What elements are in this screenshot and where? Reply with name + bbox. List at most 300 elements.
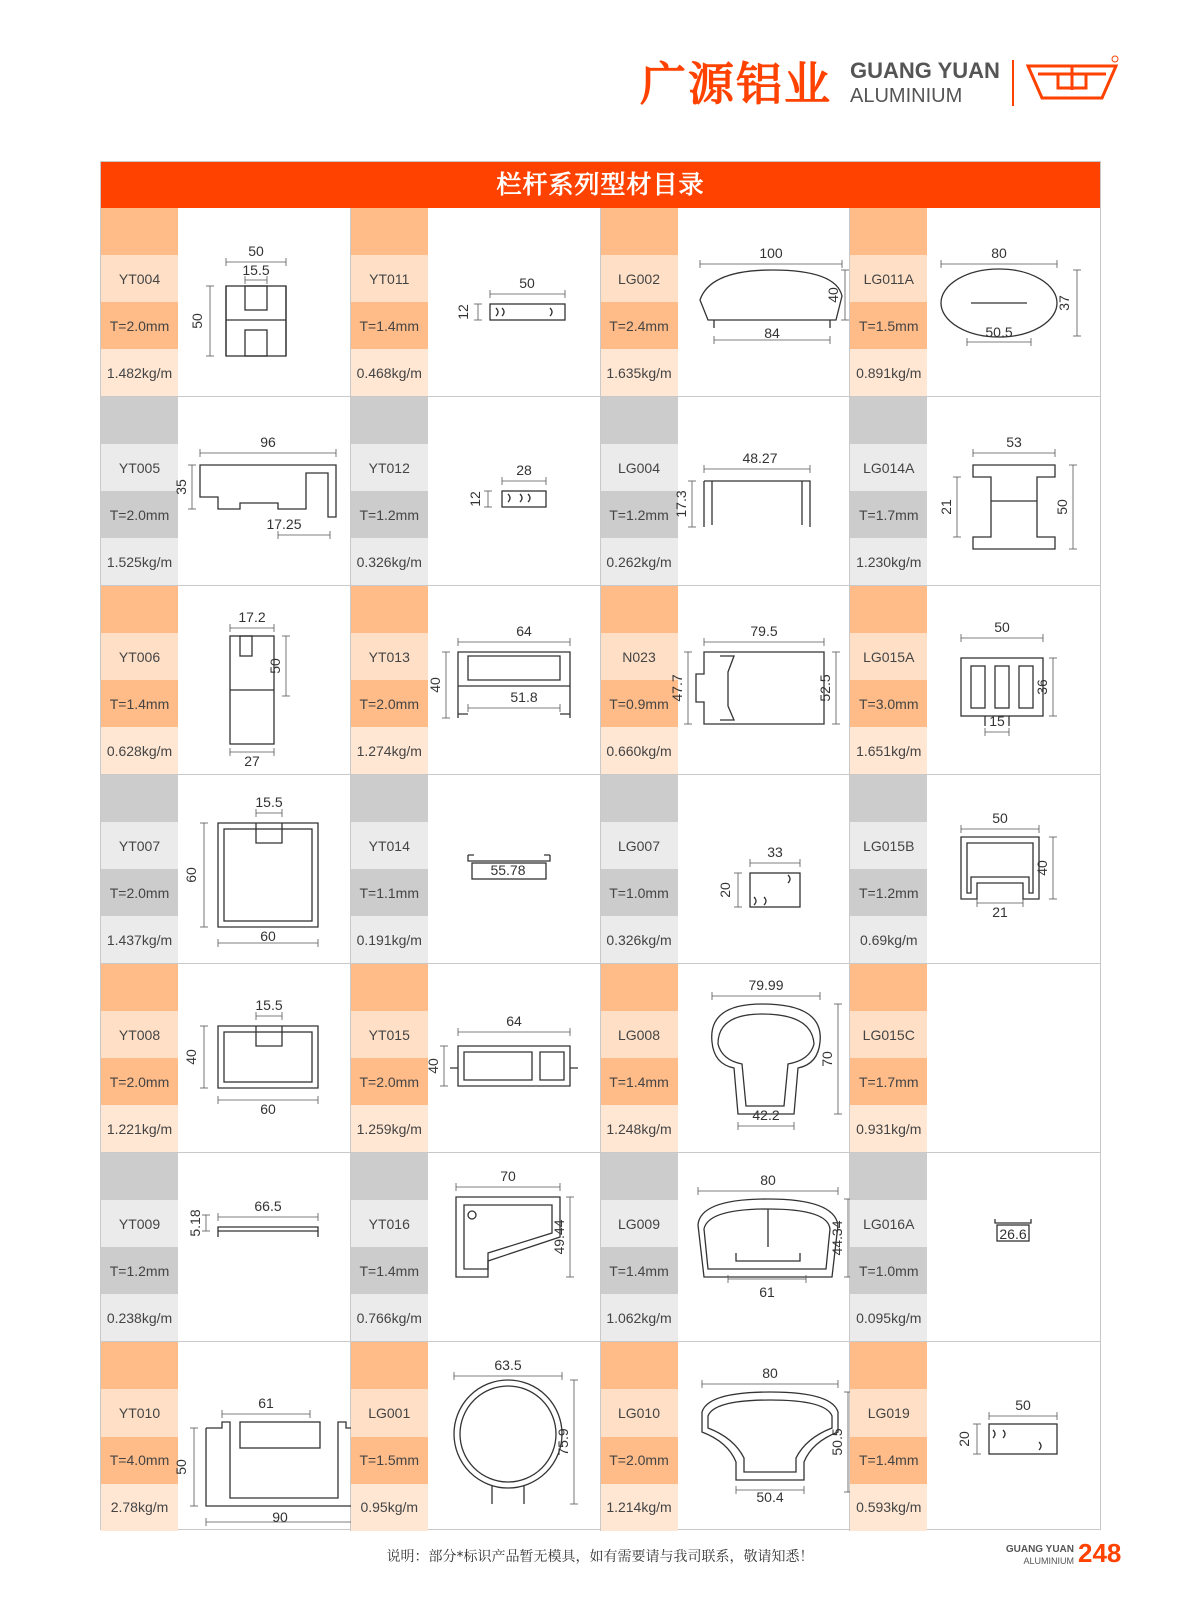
profile-section-drawing	[428, 397, 600, 586]
profile-weight: 2.78kg/m	[101, 1484, 178, 1531]
profile-info	[601, 1153, 678, 1341]
profile-weight: 1.259kg/m	[351, 1105, 428, 1152]
profile-thickness: T=2.0mm	[101, 302, 178, 349]
profile-weight: 0.931kg/m	[850, 1105, 927, 1152]
profile-weight: 1.230kg/m	[850, 538, 927, 585]
profile-code: LG016A	[850, 1200, 927, 1247]
profile-weight: 0.891kg/m	[850, 349, 927, 396]
profile-info	[850, 1153, 927, 1341]
profile-card	[850, 586, 1100, 775]
profile-card	[601, 586, 851, 775]
profile-code: YT006	[101, 633, 178, 680]
profile-drawing	[173, 1342, 350, 1531]
profile-thickness: T=1.2mm	[101, 1247, 178, 1294]
profile-drawing	[678, 775, 850, 963]
profile-weight: 0.326kg/m	[601, 916, 678, 963]
profile-section-drawing	[678, 1153, 850, 1342]
profile-info-spacer	[601, 964, 678, 1011]
dimension-label: 21	[992, 904, 1009, 920]
dimension-label: 50	[1015, 1397, 1032, 1413]
profile-info-spacer	[601, 586, 678, 633]
dimension-label: 80	[761, 1365, 778, 1381]
profile-code: YT011	[351, 255, 428, 302]
dimension-label: 70	[499, 1168, 516, 1184]
profile-info-spacer	[101, 1153, 178, 1200]
profile-info-spacer	[101, 1342, 178, 1389]
profile-drawing	[178, 586, 350, 774]
profile-section-drawing	[678, 964, 850, 1153]
dimension-label: 50	[248, 243, 264, 259]
profile-info	[850, 208, 927, 396]
profile-thickness: T=1.5mm	[850, 302, 927, 349]
dimension-label: 50.5	[828, 1428, 845, 1456]
dimension-label: 64	[505, 1013, 522, 1029]
profile-weight: 1.214kg/m	[601, 1484, 678, 1531]
profile-section-drawing	[428, 586, 600, 775]
profile-weight: 0.95kg/m	[351, 1484, 428, 1531]
profile-card	[351, 1342, 601, 1531]
profile-weight: 0.326kg/m	[351, 538, 428, 585]
profile-thickness: T=3.0mm	[850, 680, 927, 727]
profile-thickness: T=1.0mm	[601, 869, 678, 916]
profile-drawing	[678, 1342, 850, 1531]
profile-info-spacer	[101, 775, 178, 822]
dimension-label: 51.8	[510, 689, 538, 705]
profile-section-drawing	[173, 397, 350, 586]
profile-card	[351, 775, 601, 964]
profile-info-spacer	[351, 397, 428, 444]
profile-code: LG009	[601, 1200, 678, 1247]
profile-info	[101, 1342, 178, 1531]
profile-weight: 0.69kg/m	[850, 916, 927, 963]
profile-drawing	[678, 964, 850, 1152]
dimension-label: 80	[759, 1172, 776, 1188]
dimension-label: 55.78	[490, 862, 526, 878]
profile-weight: 0.095kg/m	[850, 1294, 927, 1341]
profile-code: YT010	[101, 1389, 178, 1436]
profile-drawing	[672, 397, 850, 585]
profile-info	[850, 586, 927, 774]
dimension-label: 5.18	[187, 1209, 203, 1237]
dimension-label: 50.4	[755, 1489, 784, 1505]
profile-thickness: T=1.4mm	[101, 680, 178, 727]
profile-thickness: T=1.4mm	[601, 1247, 678, 1294]
dimension-label: 47.7	[668, 674, 685, 702]
profile-section-drawing	[428, 1342, 600, 1531]
profile-card	[351, 397, 601, 586]
catalog-title: 栏杆系列型材目录	[101, 162, 1100, 208]
profile-drawing	[927, 964, 1100, 1152]
dimension-label: 15	[989, 713, 1006, 729]
brand-name-en-sub: ALUMINIUM	[850, 85, 963, 107]
profile-card	[101, 964, 351, 1153]
profile-code: LG015A	[850, 633, 927, 680]
profile-card	[601, 1153, 851, 1342]
profile-code: YT014	[351, 822, 428, 869]
profile-thickness: T=2.0mm	[351, 1058, 428, 1105]
footer-note: 说明：部分*标识产品暂无模具，如有需要请与我司联系，敬请知悉！	[386, 1549, 814, 1565]
profile-card	[351, 586, 601, 775]
profile-weight: 1.437kg/m	[101, 916, 178, 963]
profile-thickness: T=1.0mm	[850, 1247, 927, 1294]
profile-info	[101, 586, 178, 774]
profile-info-spacer	[351, 1342, 428, 1389]
brand-divider	[1012, 60, 1014, 106]
profile-info-spacer	[601, 397, 678, 444]
profile-drawing	[178, 775, 350, 963]
profile-section-drawing	[927, 775, 1099, 964]
profile-card	[101, 1153, 351, 1342]
profile-weight: 1.248kg/m	[601, 1105, 678, 1152]
dimension-label: 42.2	[751, 1107, 780, 1123]
profile-card	[101, 208, 351, 397]
footer-brand	[1000, 1544, 1074, 1567]
profile-weight: 0.593kg/m	[850, 1484, 927, 1531]
profile-info	[101, 1153, 178, 1341]
profile-drawing	[927, 586, 1100, 774]
dimension-label: 40	[824, 287, 841, 303]
dimension-label: 61	[258, 1395, 274, 1411]
profile-code: LG004	[601, 444, 678, 491]
profile-thickness: T=1.4mm	[601, 1058, 678, 1105]
profile-section-drawing	[428, 1153, 600, 1342]
profile-info	[850, 964, 927, 1152]
profile-section-drawing	[178, 586, 350, 775]
profile-drawing	[927, 1342, 1100, 1531]
dimension-label: 50.5	[985, 324, 1013, 340]
dimension-label: 79.99	[747, 977, 784, 993]
dimension-label: 40	[426, 677, 443, 693]
profile-info	[351, 775, 428, 963]
dimension-label: 50	[189, 313, 205, 329]
profile-card	[351, 208, 601, 397]
profile-weight: 1.525kg/m	[101, 538, 178, 585]
profile-info-spacer	[850, 1342, 927, 1389]
profile-weight: 1.635kg/m	[601, 349, 678, 396]
profile-card	[850, 1153, 1100, 1342]
dimension-label: 40	[1034, 860, 1051, 876]
guangyuan-logo-icon	[1024, 54, 1120, 110]
profile-section-drawing	[178, 775, 350, 964]
profile-info-spacer	[850, 397, 927, 444]
profile-info-spacer	[601, 1342, 678, 1389]
profile-info	[601, 1342, 678, 1531]
profile-card	[601, 775, 851, 964]
profile-weight: 0.468kg/m	[351, 349, 428, 396]
profile-thickness: T=2.0mm	[101, 869, 178, 916]
dimension-label: 48.27	[741, 450, 778, 466]
brand-name-cn: 广源铝业	[640, 57, 832, 111]
profile-code: YT005	[101, 444, 178, 491]
profile-thickness: T=1.7mm	[850, 1058, 927, 1105]
dimension-label: 60	[260, 928, 276, 944]
profile-drawing	[428, 1153, 600, 1341]
profile-info	[101, 397, 178, 585]
dimension-label: 17.25	[266, 516, 302, 532]
profile-drawing	[678, 208, 850, 396]
dimension-label: 60	[183, 867, 199, 883]
dimension-label: 75.9	[554, 1428, 571, 1456]
profile-card	[101, 397, 351, 586]
profile-info-spacer	[850, 586, 927, 633]
profile-code: YT009	[101, 1200, 178, 1247]
profile-drawing	[428, 208, 600, 396]
profile-code: LG015C	[850, 1011, 927, 1058]
profile-code: YT013	[351, 633, 428, 680]
profile-info	[101, 775, 178, 963]
dimension-label: 90	[272, 1509, 288, 1525]
dimension-label: 52.5	[816, 674, 833, 702]
profile-drawing	[678, 1153, 850, 1341]
profile-card	[850, 964, 1100, 1153]
profile-card	[601, 964, 851, 1153]
profile-card	[850, 1342, 1100, 1531]
profile-info-spacer	[101, 964, 178, 1011]
footer-brand-line1: GUANG YUAN	[1005, 1544, 1074, 1555]
profile-info	[351, 586, 428, 774]
profile-weight: 1.221kg/m	[101, 1105, 178, 1152]
profile-drawing	[428, 1342, 600, 1531]
profile-code: LG008	[601, 1011, 678, 1058]
profile-info-spacer	[850, 775, 927, 822]
profile-weight: 1.274kg/m	[351, 727, 428, 774]
profile-thickness: T=1.5mm	[351, 1437, 428, 1484]
profile-section-drawing	[678, 1342, 850, 1531]
dimension-label: 63.5	[494, 1357, 522, 1373]
profile-code: LG019	[850, 1389, 927, 1436]
profile-card	[850, 208, 1100, 397]
profile-code: LG001	[351, 1389, 428, 1436]
profile-drawing	[668, 586, 850, 774]
profile-weight: 0.262kg/m	[601, 538, 678, 585]
profile-info-spacer	[101, 586, 178, 633]
profile-info	[601, 586, 678, 774]
dimension-label: 50	[992, 810, 1009, 826]
profile-info	[601, 397, 678, 585]
profile-info-spacer	[351, 1153, 428, 1200]
profile-section-drawing	[678, 208, 850, 397]
profile-thickness: T=1.4mm	[850, 1437, 927, 1484]
profile-drawing	[173, 397, 350, 585]
profile-card	[101, 1342, 351, 1531]
profile-card	[351, 964, 601, 1153]
dimension-label: 26.6	[999, 1226, 1027, 1242]
dimension-label: 61	[758, 1284, 775, 1300]
profile-info-spacer	[351, 208, 428, 255]
profile-drawing	[927, 775, 1100, 963]
profile-info	[351, 964, 428, 1152]
profile-info	[601, 775, 678, 963]
dimension-label: 66.5	[254, 1198, 282, 1214]
profile-code: LG014A	[850, 444, 927, 491]
profile-card	[601, 208, 851, 397]
dimension-label: 15.5	[255, 794, 283, 810]
dimension-label: 15.5	[242, 262, 270, 278]
profile-weight: 1.651kg/m	[850, 727, 927, 774]
profile-info-spacer	[601, 208, 678, 255]
profile-code: N023	[601, 633, 678, 680]
profile-section-drawing	[173, 1342, 350, 1531]
profile-info	[850, 1342, 927, 1531]
profile-thickness: T=1.4mm	[351, 1247, 428, 1294]
profile-card	[101, 586, 351, 775]
profile-weight: 0.766kg/m	[351, 1294, 428, 1341]
dimension-label: 50	[267, 658, 283, 674]
profile-weight: 0.191kg/m	[351, 916, 428, 963]
profile-info	[850, 397, 927, 585]
profile-info	[351, 208, 428, 396]
profile-card	[850, 775, 1100, 964]
dimension-label: 50	[518, 275, 535, 291]
footer-brand-line2: ALUMINIUM	[1023, 1556, 1074, 1566]
dimension-label: 37	[1056, 295, 1073, 311]
profile-info-spacer	[351, 964, 428, 1011]
profile-section-drawing	[428, 775, 600, 964]
profile-code: LG015B	[850, 822, 927, 869]
profile-weight: 1.062kg/m	[601, 1294, 678, 1341]
profile-drawing	[178, 1153, 350, 1341]
profile-section-drawing	[424, 964, 600, 1153]
profile-drawing	[178, 964, 350, 1152]
profile-drawing	[424, 964, 600, 1152]
dimension-label: 50	[173, 1459, 189, 1475]
profile-catalog	[100, 161, 1101, 1530]
profile-section-drawing	[927, 208, 1099, 397]
profile-card	[850, 397, 1100, 586]
profile-thickness: T=2.0mm	[101, 491, 178, 538]
profile-thickness: T=2.4mm	[601, 302, 678, 349]
profile-drawing	[428, 397, 600, 585]
dimension-label: 84	[763, 325, 780, 341]
profile-weight: 0.660kg/m	[601, 727, 678, 774]
profile-code: YT016	[351, 1200, 428, 1247]
profile-drawing	[927, 397, 1100, 585]
dimension-label: 53	[1006, 434, 1023, 450]
dimension-label: 40	[183, 1049, 199, 1065]
dimension-label: 50	[1054, 499, 1071, 515]
profile-info	[601, 208, 678, 396]
profile-drawing	[927, 1153, 1100, 1341]
profile-thickness: T=1.7mm	[850, 491, 927, 538]
profile-info	[351, 1342, 428, 1531]
profile-thickness: T=1.2mm	[351, 491, 428, 538]
profile-weight: 1.482kg/m	[101, 349, 178, 396]
profile-section-drawing	[927, 586, 1099, 775]
dimension-label: 50	[994, 619, 1011, 635]
dimension-label: 100	[758, 245, 783, 261]
profile-weight: 0.628kg/m	[101, 727, 178, 774]
profile-code: YT007	[101, 822, 178, 869]
dimension-label: 27	[244, 753, 260, 769]
profile-info-spacer	[101, 208, 178, 255]
dimension-label: 28	[515, 462, 532, 478]
profile-info-spacer	[351, 775, 428, 822]
brand-name-en: GUANG YUAN	[850, 58, 1000, 83]
profile-code: YT015	[351, 1011, 428, 1058]
profile-section-drawing	[927, 964, 1099, 1153]
profile-weight: 0.238kg/m	[101, 1294, 178, 1341]
profile-section-drawing	[178, 208, 350, 397]
profile-thickness: T=4.0mm	[101, 1437, 178, 1484]
profile-section-drawing	[178, 964, 350, 1153]
dimension-label: 60	[260, 1101, 276, 1117]
dimension-label: 44.34	[828, 1220, 845, 1256]
dimension-label: 21	[938, 499, 955, 515]
profile-section-drawing	[668, 586, 850, 775]
profile-info	[101, 208, 178, 396]
profile-drawing	[428, 775, 600, 963]
dimension-label: 80	[991, 245, 1008, 261]
dimension-label: 15.5	[255, 997, 283, 1013]
dimension-label: 17.3	[672, 490, 689, 518]
dimension-label: 40	[424, 1058, 441, 1074]
profile-info-spacer	[850, 208, 927, 255]
profile-grid	[101, 208, 1100, 1531]
profile-section-drawing	[927, 1153, 1099, 1342]
profile-info	[101, 964, 178, 1152]
profile-code: YT012	[351, 444, 428, 491]
dimension-label: 96	[260, 434, 276, 450]
profile-thickness: T=2.0mm	[351, 680, 428, 727]
profile-code: LG002	[601, 255, 678, 302]
profile-info-spacer	[850, 964, 927, 1011]
profile-drawing	[178, 208, 350, 396]
profile-thickness: T=2.0mm	[101, 1058, 178, 1105]
profile-info-spacer	[601, 775, 678, 822]
profile-info	[850, 775, 927, 963]
dimension-label: 79.5	[749, 623, 778, 639]
profile-thickness: T=1.2mm	[601, 491, 678, 538]
profile-card	[601, 1342, 851, 1531]
profile-thickness: T=1.1mm	[351, 869, 428, 916]
dimension-label: 64	[515, 623, 532, 639]
profile-card	[351, 1153, 601, 1342]
profile-card	[101, 775, 351, 964]
profile-thickness: T=0.9mm	[601, 680, 678, 727]
profile-code: LG011A	[850, 255, 927, 302]
dimension-label: 20	[716, 882, 733, 898]
profile-section-drawing	[428, 208, 600, 397]
profile-card	[601, 397, 851, 586]
page-number: 248	[1078, 1538, 1122, 1568]
profile-thickness: T=2.0mm	[601, 1437, 678, 1484]
dimension-label: 49.44	[550, 1219, 567, 1255]
profile-info-spacer	[601, 1153, 678, 1200]
dimension-label: 36	[1034, 679, 1051, 695]
dimension-label: 12	[466, 491, 483, 507]
profile-info-spacer	[101, 397, 178, 444]
profile-section-drawing	[927, 397, 1099, 586]
profile-section-drawing	[927, 1342, 1099, 1531]
dimension-label: 12	[454, 304, 471, 320]
profile-drawing	[927, 208, 1100, 396]
profile-drawing	[428, 586, 600, 774]
profile-info-spacer	[351, 586, 428, 633]
profile-info	[351, 1153, 428, 1341]
dimension-label: 20	[956, 1431, 973, 1447]
dimension-label: 33	[766, 844, 783, 860]
dimension-label: 17.2	[238, 609, 266, 625]
profile-thickness: T=1.4mm	[351, 302, 428, 349]
profile-code: YT004	[101, 255, 178, 302]
dimension-label: 35	[173, 479, 189, 495]
profile-info	[601, 964, 678, 1152]
profile-code: YT008	[101, 1011, 178, 1058]
profile-code: LG010	[601, 1389, 678, 1436]
profile-section-drawing	[672, 397, 850, 586]
profile-info	[351, 397, 428, 585]
profile-section-drawing	[178, 1153, 350, 1342]
